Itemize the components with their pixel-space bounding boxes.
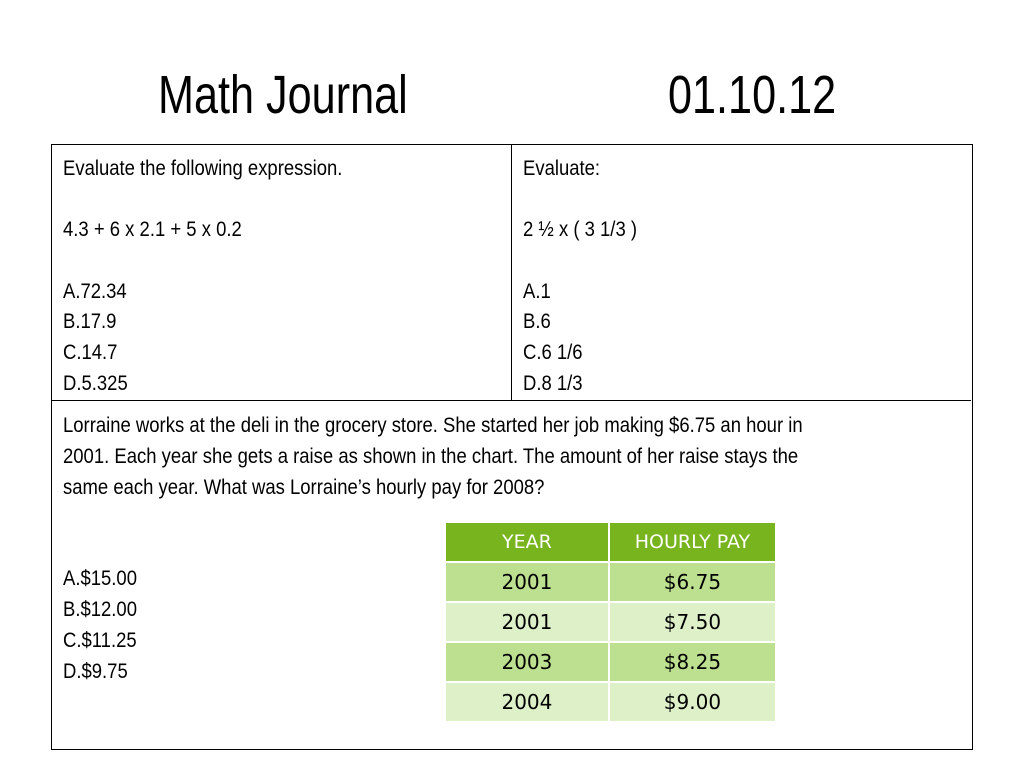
question-2-choice-b: B.6	[523, 310, 551, 333]
title-date: 01.10.12	[668, 65, 837, 125]
question-1-expression: 4.3 + 6 x 2.1 + 5 x 0.2	[63, 218, 242, 241]
question-1-choice-b: B.17.9	[63, 310, 117, 333]
table-header-row	[445, 522, 776, 562]
pay-cell: $9.00	[609, 682, 776, 722]
question-1-choice-a: A.72.34	[63, 280, 127, 303]
question-3-choice-d: D.$9.75	[63, 660, 128, 683]
year-cell: 2004	[445, 682, 609, 722]
question-3-choice-a: A.$15.00	[63, 567, 137, 590]
year-cell: 2001	[445, 602, 609, 642]
question-2-choice-c: C.6 1/6	[523, 341, 583, 364]
question-2-cell	[512, 145, 971, 401]
slide-title	[0, 58, 1024, 148]
table-row	[445, 562, 776, 602]
question-2-prompt: Evaluate:	[523, 157, 601, 180]
pay-cell: $6.75	[609, 562, 776, 602]
question-1-choice-c: C.14.7	[63, 341, 118, 364]
question-1-cell	[52, 145, 512, 401]
table-row	[445, 642, 776, 682]
table-row	[445, 602, 776, 642]
pay-cell: $7.50	[609, 602, 776, 642]
header-hourly-pay: HOURLY PAY	[609, 522, 776, 562]
question-3-choice-c: C.$11.25	[63, 629, 137, 652]
title-text: Math Journal	[158, 65, 408, 125]
question-3-choice-b: B.$12.00	[63, 598, 137, 621]
question-1-choice-d: D.5.325	[63, 372, 128, 395]
question-3-line-3: same each year. What was Lorraine’s hourly pay for 2008?	[63, 476, 545, 499]
question-1-prompt: Evaluate the following expression.	[63, 157, 343, 180]
year-cell: 2001	[445, 562, 609, 602]
pay-cell: $8.25	[609, 642, 776, 682]
question-2-expression: 2 ½ x ( 3 1/3 )	[523, 218, 638, 241]
question-2-choice-d: D.8 1/3	[523, 372, 583, 395]
header-year: YEAR	[445, 522, 609, 562]
hourly-pay-table	[444, 521, 777, 723]
question-2-choice-a: A.1	[523, 280, 551, 303]
year-cell: 2003	[445, 642, 609, 682]
question-3-line-1: Lorraine works at the deli in the grocery store. She started her job making $6.75 an hour in	[63, 414, 803, 437]
question-3-line-2: 2001. Each year she gets a raise as shown in the chart. The amount of her raise stays the	[63, 445, 799, 468]
table-row	[445, 682, 776, 722]
